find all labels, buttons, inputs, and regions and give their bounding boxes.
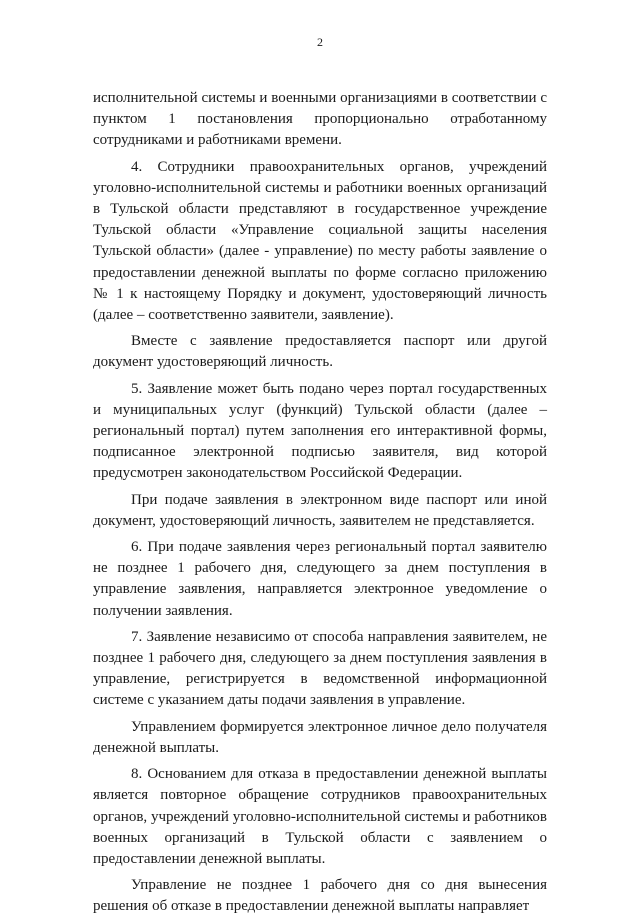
- paragraph-item-6: 6. При подаче заявления через региональный портал заявителю не позднее 1 рабочего дня, следующего за днем поступления в управление заявления, направляется электронное уведомление о получении заявления.: [93, 539, 547, 619]
- page-number: 2: [317, 35, 323, 49]
- paragraph-item-8: 8. Основанием для отказа в предоставлении денежной выплаты является повторное обращение сотрудников правоохранительных органов, учреждений уголовно-исполнительной системы и работников военных организаций в Тульской области с заявлением о предоставлении денежной выплаты.: [93, 766, 547, 867]
- document-body: [93, 88, 547, 923]
- paragraph-item-7: 7. Заявление независимо от способа направления заявителем, не позднее 1 рабочего дня, следующего за днем поступления заявления в управление, регистрируется в ведомственной информационной системе с указанием даты подачи заявления в управление.: [93, 628, 547, 709]
- paragraph-personal-file: Управлением формируется электронное личное дело получателя денежной выплаты.: [93, 718, 547, 756]
- paragraph-passport-note: Вместе с заявление предоставляется паспорт или другой документ удостоверяющий личность.: [93, 333, 547, 371]
- paragraph-item-5: 5. Заявление может быть подано через портал государственных и муниципальных услуг (функций) Тульской области (далее – региональный портал) путем заполнения его интерактивной формы, подписанное электронной подписью заявителя, вид которой предусмотрен законодательством Российской Федерации.: [93, 380, 547, 482]
- paragraph-item-4: 4. Сотрудники правоохранительных органов, учреждений уголовно-исполнительной системы и работники военных организаций в Тульской области представляют в государственное учреждение Тульской области «Управление социальной защиты населения Тульской области» (далее - управление) по месту работы заявление о предоставлении денежной выплаты по форме согласно приложению № 1 к настоящему Порядку и документ, удостоверяющий личность (далее – соответственно заявители, заявление).: [93, 158, 547, 324]
- paragraph-electronic-note: При подаче заявления в электронном виде паспорт или иной документ, удостоверяющий личность, заявителем не представляется.: [93, 491, 547, 529]
- paragraph-refusal-notice: Управление не позднее 1 рабочего дня со дня вынесения решения об отказе в предоставлении денежной выплаты направляет: [93, 877, 547, 915]
- paragraph-continuation: исполнительной системы и военными организациями в соответствии с пунктом 1 постановления пропорционально отработанному сотрудниками и работниками времени.: [93, 90, 547, 149]
